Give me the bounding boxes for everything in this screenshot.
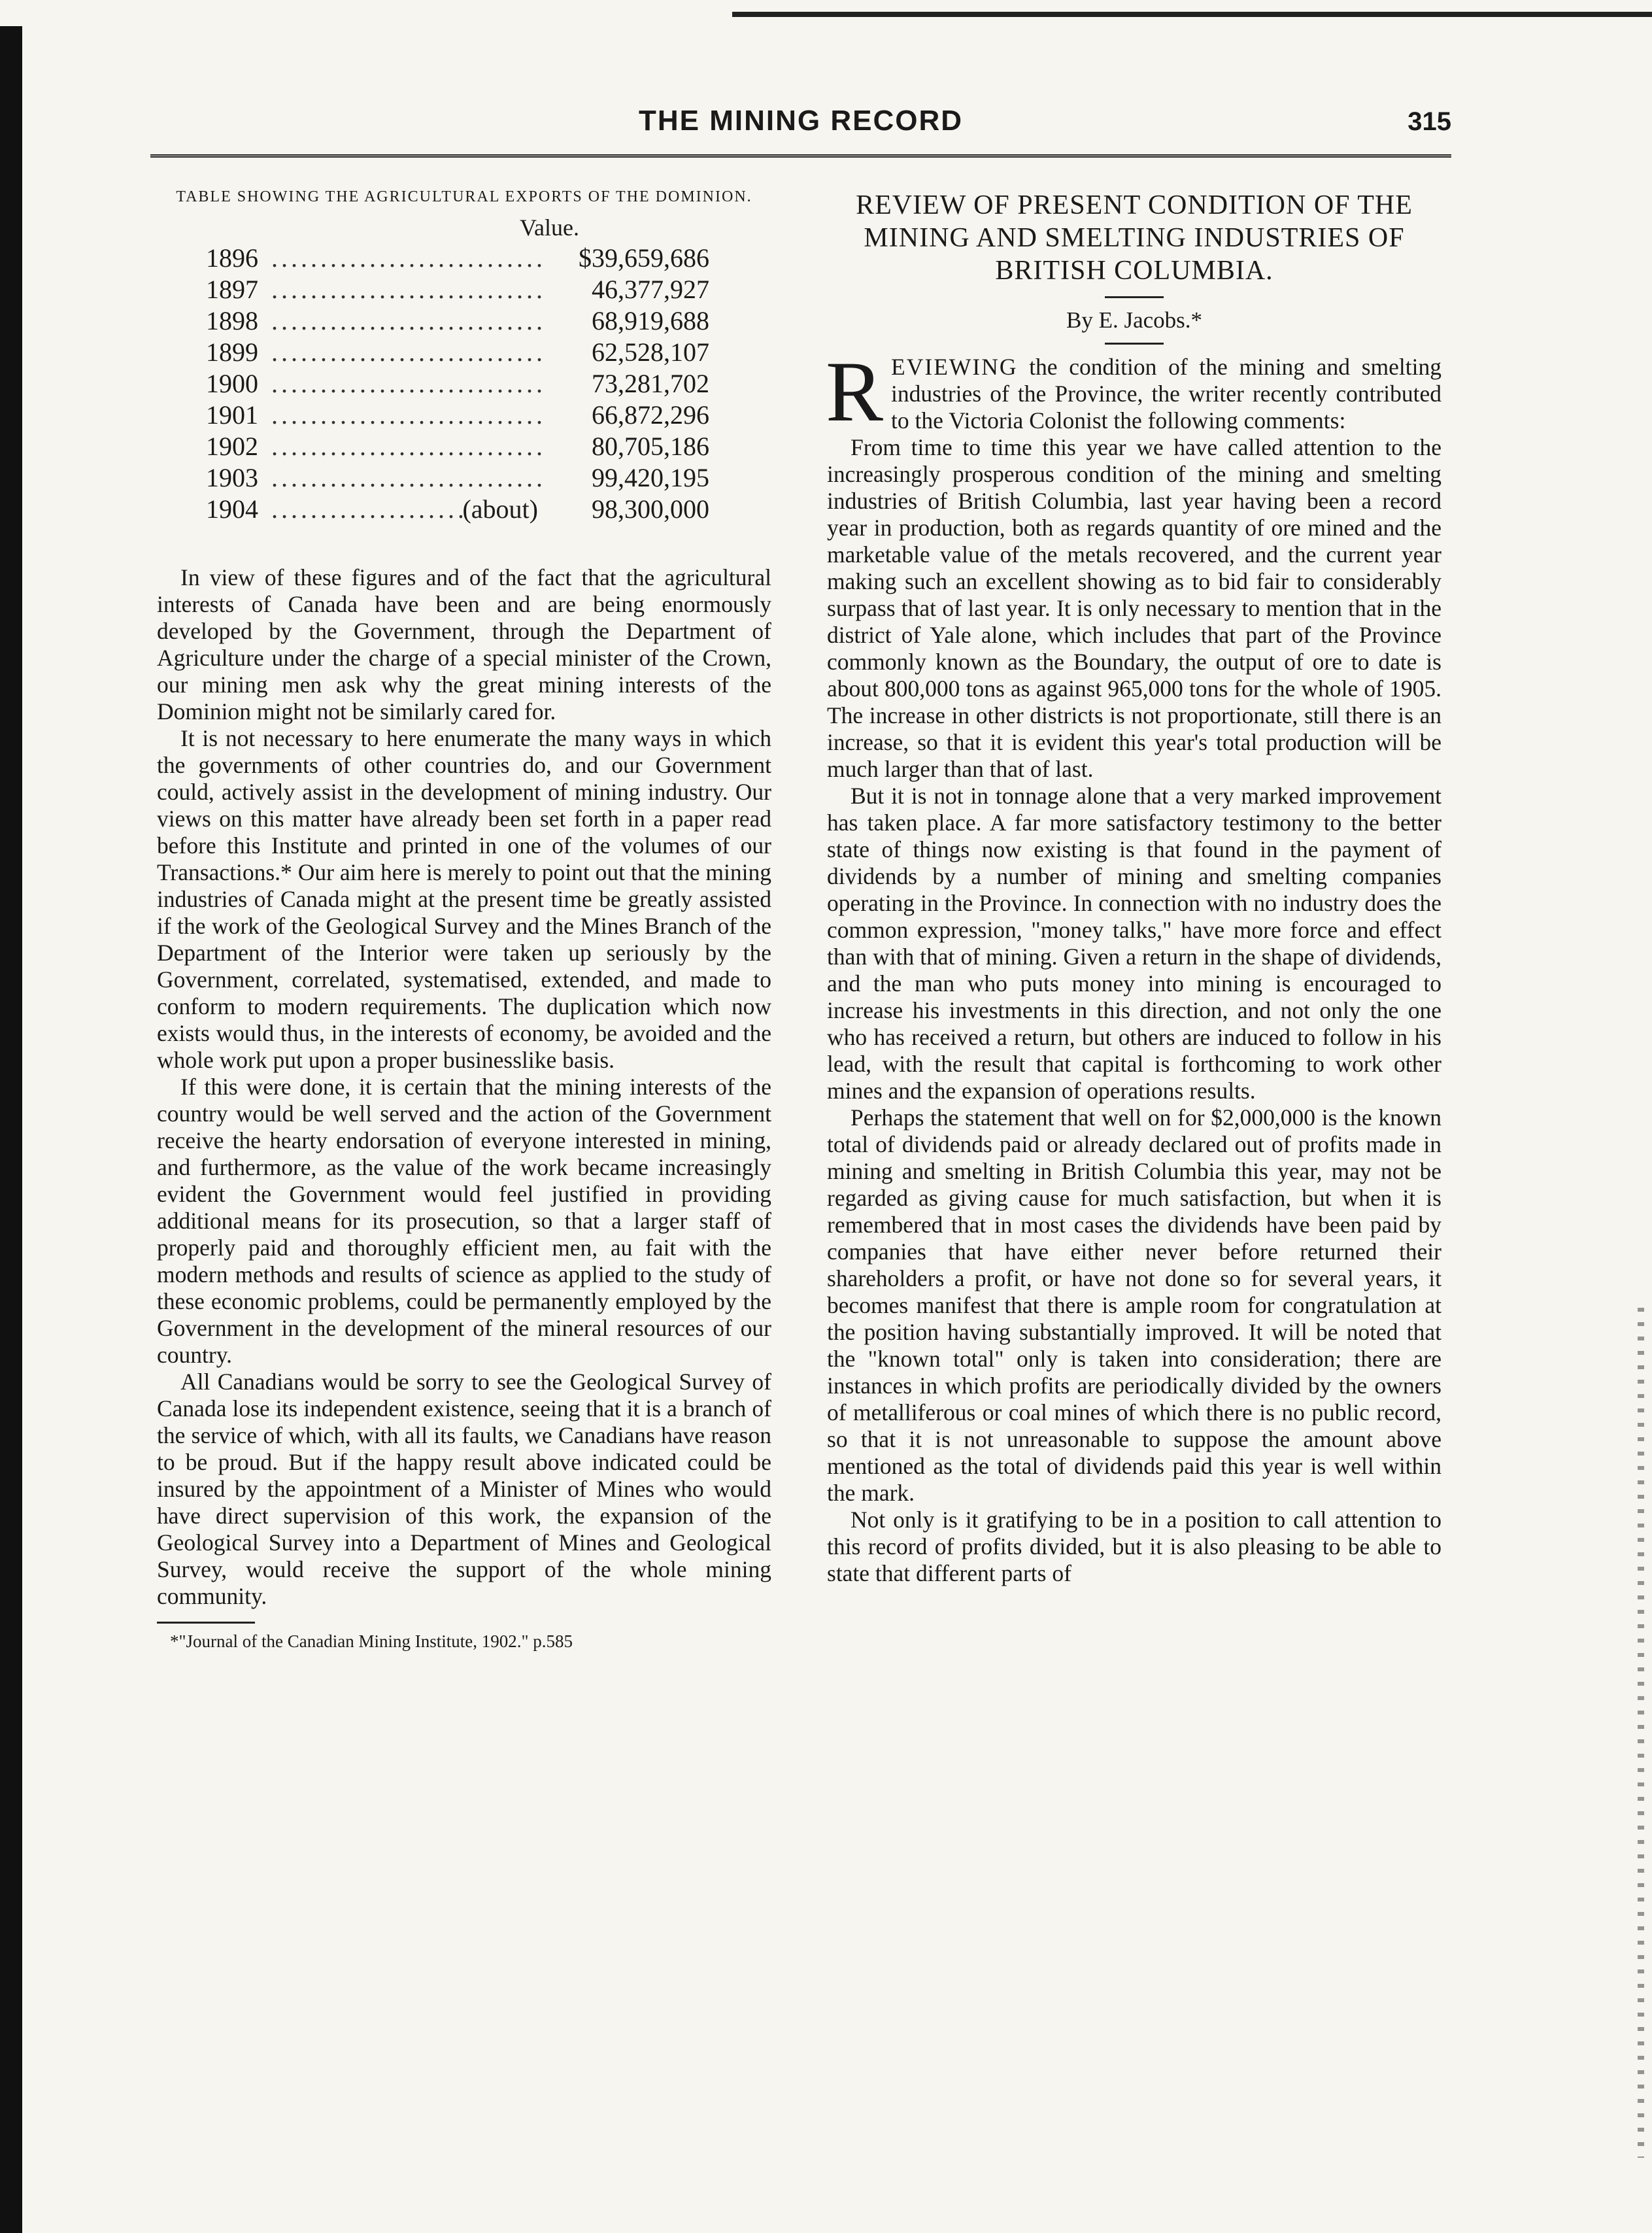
page-header: [150, 105, 1451, 144]
row-year: 1903: [206, 463, 258, 492]
body-paragraph: In view of these figures and of the fact that the agricultural interests of Canada have been and are being enormously developed by the Government, through the Department of Agriculture under the charge of a special minister of the Crown, our mining men ask why the great mining interests of the Dominion might not be similarly cared for.: [157, 564, 771, 724]
row-value: 62,528,107: [592, 337, 709, 367]
row-year: 1901: [206, 400, 258, 430]
right-column: [827, 186, 1441, 1587]
table-row: [206, 462, 709, 494]
row-value: $39,659,686: [579, 243, 709, 273]
row-value: 66,872,296: [592, 400, 709, 430]
body-paragraph: From time to time this year we have called attention to the increasingly prosperous condition of the mining and smelting industries of British Columbia, last year having been a record year in production, both as regards quantity of ore mined and the marketable value of the metals recovered, and the current year making such an excellent showing as to bid fair to considerably surpass that of last year. It is only necessary to mention that in the district of Yale alone, which includes that part of the Province commonly known as the Boundary, the output of ore to date is about 800,000 tons as against 965,000 tons for the whole of 1905. The increase in other districts is not proportionate, still there is an increase, so that it is evident this year's total production will be much larger than that of last.: [827, 434, 1441, 782]
row-year: 1899: [206, 337, 258, 367]
leader-dots: [271, 274, 546, 305]
drop-cap: R: [826, 343, 884, 439]
leader-dots: [271, 368, 546, 400]
lead-paragraph: [826, 343, 1441, 439]
table-row: [206, 337, 709, 368]
exports-table: [206, 213, 709, 525]
byline: By E. Jacobs.*: [1066, 307, 1203, 333]
page-number: 315: [1408, 107, 1451, 136]
body-paragraph: If this were done, it is certain that the mining interests of the country would be well served and the action of the Government receive the hearty endorsation of everyone interested in mining, and furthermore, as the value of the work became increasingly evident the Government would feel justified in providing additional means for its prosecution, so that a larger staff of properly paid and thoroughly efficient men, au fait with the modern methods and results of science as applied to the study of these economic problems, could be permanently employed by the Government in the development of the mineral resources of our country.: [157, 1074, 771, 1368]
row-year: 1896: [206, 243, 258, 273]
row-value: 68,919,688: [592, 306, 709, 335]
leader-dots: [271, 462, 546, 494]
leader-dots: [271, 305, 546, 337]
title-rule: [1105, 296, 1164, 298]
leader-dots: [271, 337, 546, 368]
top-rule: [732, 12, 1652, 17]
row-note: (about): [462, 494, 538, 524]
leader-dots: [271, 431, 546, 462]
row-value: 46,377,927: [592, 275, 709, 304]
row-year: 1898: [206, 306, 258, 335]
body-paragraph: It is not necessary to here enumerate the many ways in which the governments of other countries do, and our Government could, actively assist in the development of mining industry. Our views on this matter have already been set forth in a paper read before this Institute and printed in one of the volumes of our Transactions.* Our aim here is merely to point out that the mining industries of Canada might at the present time be greatly assisted if the work of the Geological Survey and the Mines Branch of the Department of the Interior were taken up seriously by the Government, correlated, systematised, extended, and made to conform to modern requirements. The duplication which now exists would thus, in the interests of economy, be avoided and the whole work put upon a proper businesslike basis.: [157, 725, 771, 1073]
header-rule: [150, 154, 1451, 158]
body-paragraph: All Canadians would be sorry to see the Geological Survey of Canada lose its independent existence, seeing that it is a branch of the service of which, with all its faults, we Canadians have reason to be proud. But if the happy result above indicated could be insured by the appointment of a Minister of Mines who would have direct supervision of this work, the expansion of the Geological Survey into a Department of Mines and Geological Survey, would receive the support of the whole mining community.: [157, 1369, 771, 1609]
body-paragraph: But it is not in tonnage alone that a very marked improvement has taken place. A far more satisfactory testimony to the better state of things now existing is that found in the payment of dividends by a number of mining and smelting companies operating in the Province. In connection with no industry does the common expression, "money talks," have more force and effect than with that of mining. Given a return in the shape of dividends, and the man who puts money into mining is encouraged to increase his investments in this direction, and not only the one who has received a return, but others are induced to follow in his lead, with the result that capital is forthcoming to work other mines and the expansion of operations results.: [827, 783, 1441, 1104]
table-row: [206, 368, 709, 400]
table-row: [206, 494, 709, 525]
leader-dots: [271, 243, 546, 274]
article-title: REVIEW OF PRESENT CONDITION OF THE MINING AND SMELTING INDUSTRIES OF BRITISH COLUMBIA.: [856, 190, 1413, 286]
table-row: [206, 243, 709, 274]
footnote: *"Journal of the Canadian Mining Institute, 1902." p.585: [170, 1631, 573, 1651]
table-row: [206, 400, 709, 431]
row-year: 1902: [206, 432, 258, 461]
lead-text: the condition of the mining and smelting industries of the Province, the writer recently contributed to the Victoria Colonist the following comments:: [891, 354, 1441, 434]
byline-rule: [1105, 343, 1164, 345]
table-row: [206, 305, 709, 337]
scan-right-edge: [1638, 1308, 1644, 2158]
table-title: TABLE SHOWING THE AGRICULTURAL EXPORTS OF THE DOMINION.: [176, 188, 752, 205]
left-column: [157, 186, 771, 1652]
body-paragraph: Not only is it gratifying to be in a position to call attention to this record of profits divided, but it is also pleasing to be able to state that different parts of: [827, 1507, 1441, 1586]
row-value: 98,300,000: [592, 494, 709, 524]
footnote-rule: [157, 1622, 255, 1624]
row-value: 80,705,186: [592, 432, 709, 461]
row-value: 73,281,702: [592, 369, 709, 398]
row-year: 1904: [206, 494, 258, 524]
table-row: [206, 431, 709, 462]
row-value: 99,420,195: [592, 463, 709, 492]
value-column-header: Value.: [520, 214, 579, 241]
leader-dots: [271, 494, 462, 525]
row-year: 1900: [206, 369, 258, 398]
row-year: 1897: [206, 275, 258, 304]
leader-dots: [271, 400, 546, 431]
lead-word: EVIEWING: [891, 354, 1018, 380]
scan-left-edge: [0, 26, 22, 2233]
table-row: [206, 274, 709, 305]
body-paragraph: Perhaps the statement that well on for $2,000,000 is the known total of dividends paid or already declared out of profits made in mining and smelting in British Columbia this year, may not be regarded as giving cause for much satisfaction, but when it is remembered that in most cases the dividends have been paid by companies that have either never before returned their shareholders a profit, or have not done so for several years, it becomes manifest that there is ample room for congratulation at the position having substantially improved. It will be noted that the "known total" only is taken into consideration; there are instances in which profits are periodically divided by the owners of metalliferous or coal mines of which there is no public record, so that it is not unreasonable to suppose the amount above mentioned as the total of dividends paid this year is well within the mark.: [827, 1104, 1441, 1506]
running-title: THE MINING RECORD: [639, 105, 963, 137]
